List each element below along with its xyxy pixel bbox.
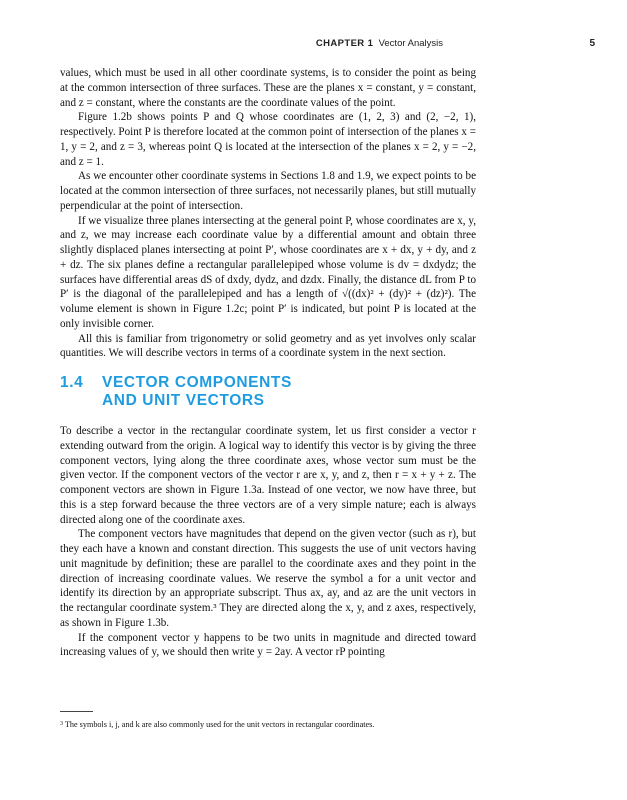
body-text [60,66,476,660]
section-number: 1.4 [60,374,84,391]
page-number: 5 [589,38,595,49]
footnote-marker: 3 [60,721,63,727]
footnote [60,719,480,730]
footnote-divider [60,711,93,712]
running-header [60,38,597,52]
paragraph-2: Figure 1.2b shows points P and Q whose coordinates are (1, 2, 3) and (2, −2, 1), respectively. Point P is therefore located at the common point of intersection of the planes x = 1, y = 2, and z = 3, whereas point Q is located at the intersection of the planes x = 2, y = −2, and z = 1. [60,111,476,168]
section-title-line-2: AND UNIT VECTORS [102,392,265,409]
paragraph-8: If the component vector y happens to be two units in magnitude and directed toward increasing values of y, we should then write y = 2ay. A vector rP pointing [60,631,476,659]
chapter-title: Vector Analysis [378,38,443,49]
paragraph-1: values, which must be used in all other coordinate systems, is to consider the point as being at the common intersection of three surfaces. These are the planes x = constant, y = constant, and z = constant, where the constants are the coordinate values of the point. [60,67,476,109]
footnote-text: The symbols i, j, and k are also commonly used for the unit vectors in rectangular coordinates. [64,720,375,729]
paragraph-6: To describe a vector in the rectangular coordinate system, let us first consider a vector r extending outward from the origin. A logical way to identify this vector is by giving the three component vectors, lying along the three coordinate axes, whose vector sum must be the given vector. If the component vectors of the vector r are x, y, and z, then r = x + y + z. The component vectors are shown in Figure 1.3a. Instead of one vector, we now have three, but this is a step forward because the three vectors are of a very simple nature; each is always directed along one of the coordinate axes. [60,425,476,526]
paragraph-7: The component vectors have magnitudes that depend on the given vector (such as r), but they each have a known and constant direction. This suggests the use of unit vectors having unit magnitude by definition; these are parallel to the coordinate axes and they point in the direction of increasing coordinate values. We reserve the symbol a for a unit vector and identify its direction by an appropriate subscript. Thus ax, ay, and az are the unit vectors in the rectangular coordinate system.³ They are directed along the x, y, and z axes, respectively, as shown in Figure 1.3b. [60,528,476,629]
paragraph-5: All this is familiar from trigonometry or solid geometry and as yet involves only scalar quantities. We will describe vectors in terms of a coordinate system in the next section. [60,332,476,360]
chapter-label: CHAPTER 1 [315,38,374,49]
paragraph-3: As we encounter other coordinate systems in Sections 1.8 and 1.9, we expect points to be located at the common intersection of three surfaces, not necessarily planes, but still mutually perpendicular at the point of intersection. [60,170,476,212]
section-heading [60,374,476,410]
section-title-line-1: VECTOR COMPONENTS [102,374,292,391]
chapter-header [316,38,443,49]
paragraph-4: If we visualize three planes intersecting at the general point P, whose coordinates are x, y, and z, we may increase each coordinate value by a differential amount and obtain three slightly displaced planes intersecting at point P′, whose coordinates are x + dx, y + dy, and z + dz. The six planes define a rectangular parallelepiped whose volume is dv = dxdydz; the surfaces have differential areas dS of dxdy, dydz, and dzdx. Finally, the distance dL from P to P′ is the diagonal of the parallelepiped and has a length of √((dx)² + (dy)² + (dz)²). The volume element is shown in Figure 1.2c; point P′ is indicated, but point P is located at the only invisible corner. [60,214,476,330]
